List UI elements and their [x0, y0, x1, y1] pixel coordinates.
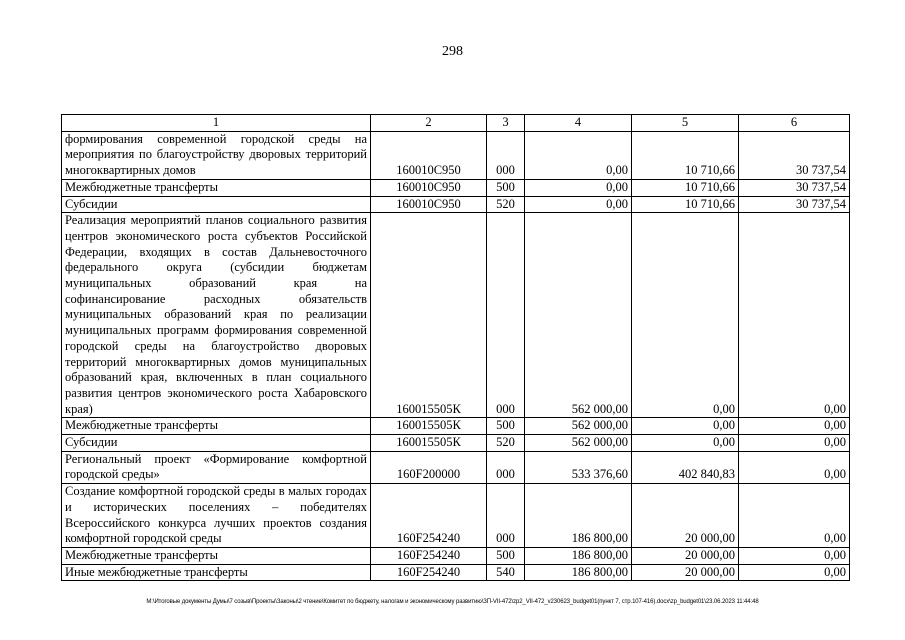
row-type: 000 [487, 213, 525, 418]
table-header-row [62, 115, 850, 132]
row-value-1: 186 800,00 [525, 484, 632, 548]
row-value-2: 20 000,00 [632, 564, 739, 581]
table-row [62, 418, 850, 435]
row-value-3: 30 737,54 [739, 131, 850, 179]
row-value-3: 0,00 [739, 547, 850, 564]
row-code: 160F200000 [371, 451, 487, 483]
row-type: 540 [487, 564, 525, 581]
row-value-3: 0,00 [739, 418, 850, 435]
column-header: 5 [632, 115, 739, 132]
row-name: Субсидии [62, 435, 371, 452]
row-type: 500 [487, 547, 525, 564]
row-type: 000 [487, 484, 525, 548]
table-row [62, 196, 850, 213]
table-row [62, 451, 850, 483]
row-code: 160010С950 [371, 131, 487, 179]
table-row [62, 564, 850, 581]
row-value-1: 186 800,00 [525, 564, 632, 581]
row-code: 160010С950 [371, 196, 487, 213]
row-name: Субсидии [62, 196, 371, 213]
row-value-3: 0,00 [739, 484, 850, 548]
row-value-3: 30 737,54 [739, 196, 850, 213]
table-row [62, 547, 850, 564]
table-row [62, 484, 850, 548]
row-value-1: 186 800,00 [525, 547, 632, 564]
row-type: 500 [487, 418, 525, 435]
row-code: 160F254240 [371, 564, 487, 581]
row-type: 500 [487, 179, 525, 196]
row-value-1: 562 000,00 [525, 435, 632, 452]
row-value-2: 20 000,00 [632, 547, 739, 564]
table-row [62, 131, 850, 179]
row-value-1: 533 376,60 [525, 451, 632, 483]
row-value-1: 0,00 [525, 179, 632, 196]
row-value-1: 562 000,00 [525, 213, 632, 418]
row-value-3: 0,00 [739, 451, 850, 483]
row-code: 160015505К [371, 213, 487, 418]
row-type: 000 [487, 451, 525, 483]
row-type: 520 [487, 435, 525, 452]
row-name: Межбюджетные трансферты [62, 418, 371, 435]
row-name: Региональный проект «Формирование комфортной городской среды» [62, 451, 371, 483]
row-code: 160015505К [371, 418, 487, 435]
table-row [62, 435, 850, 452]
row-value-2: 0,00 [632, 418, 739, 435]
row-value-2: 20 000,00 [632, 484, 739, 548]
row-type: 520 [487, 196, 525, 213]
row-value-3: 30 737,54 [739, 179, 850, 196]
row-code: 160010С950 [371, 179, 487, 196]
row-name: Межбюджетные трансферты [62, 547, 371, 564]
column-header: 1 [62, 115, 371, 132]
row-type: 000 [487, 131, 525, 179]
row-name: Реализация мероприятий планов социального развития центров экономического роста субъектов Российской Федерации, входящих в состав Дальневосточного федерального округа (субсидии бюджетам муниципальных образований края на софинансирование расходных обязательств муниципальных образований края по реализации муниципальных программ формирования современной городской среды на благоустройство дворовых территорий многоквартирных домов муниципальных образований края, включенных в план социального развития центров экономического роста Хабаровского края) [62, 213, 371, 418]
table-row [62, 179, 850, 196]
row-code: 160F254240 [371, 484, 487, 548]
document-path-footer: M:\Итоговые документы Думы\7 созыв\Проекты\Законы\2 чтение\Комитет по бюджету, налогам и экономическому развитию\ЗП-VII-472\zp2_VII-472_v230623_budget01(пункт 7, стр.107-416).docx\zp_budget01\23.06.2023 11:44:48 [146, 599, 759, 605]
row-name: Создание комфортной городской среды в малых городах и исторических поселениях – победителях Всероссийского конкурса лучших проектов создания комфортной городской среды [62, 484, 371, 548]
row-value-2: 0,00 [632, 435, 739, 452]
row-name: Межбюджетные трансферты [62, 179, 371, 196]
table-row [62, 213, 850, 418]
page-number: 298 [442, 44, 463, 59]
row-value-1: 0,00 [525, 196, 632, 213]
row-code: 160F254240 [371, 547, 487, 564]
row-value-2: 0,00 [632, 213, 739, 418]
row-value-1: 0,00 [525, 131, 632, 179]
budget-table [61, 114, 850, 581]
column-header: 4 [525, 115, 632, 132]
row-value-3: 0,00 [739, 564, 850, 581]
row-value-3: 0,00 [739, 213, 850, 418]
row-value-2: 10 710,66 [632, 131, 739, 179]
row-name: формирования современной городской среды на мероприятия по благоустройству дворовых территорий многоквартирных домов [62, 131, 371, 179]
row-value-2: 402 840,83 [632, 451, 739, 483]
column-header: 2 [371, 115, 487, 132]
column-header: 6 [739, 115, 850, 132]
row-value-2: 10 710,66 [632, 196, 739, 213]
row-value-3: 0,00 [739, 435, 850, 452]
row-code: 160015505К [371, 435, 487, 452]
column-header: 3 [487, 115, 525, 132]
row-name: Иные межбюджетные трансферты [62, 564, 371, 581]
row-value-2: 10 710,66 [632, 179, 739, 196]
row-value-1: 562 000,00 [525, 418, 632, 435]
